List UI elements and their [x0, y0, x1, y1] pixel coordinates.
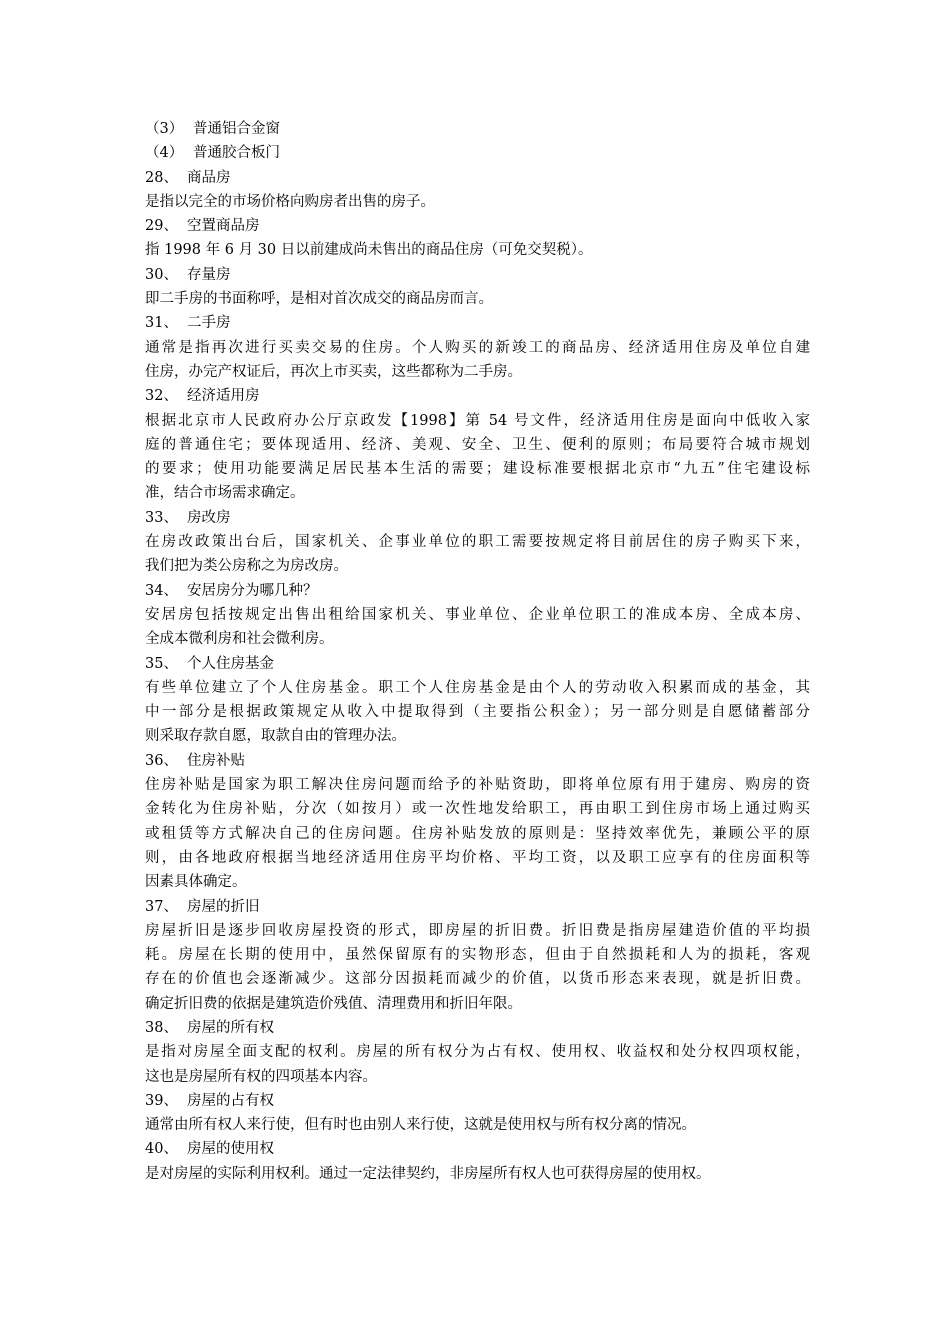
entry-definition-line: 确定折旧费的依据是建筑造价残值、清理费用和折旧年限。 [145, 995, 522, 1012]
entry-heading [145, 1016, 810, 1040]
entry-title: 空置商品房 [187, 218, 260, 235]
entry-heading [145, 1137, 810, 1161]
glossary-entry [145, 1016, 810, 1089]
entry-definition-line: 存在的价值也会逐渐减少。这部分因损耗而减少的价值，以货币形态来表现，就是折旧费。 [145, 971, 810, 988]
sub-item [145, 117, 810, 141]
entry-heading [145, 311, 810, 335]
entry-title: 个人住房基金 [187, 655, 274, 672]
entry-definition-line: 安居房包括按规定出售出租给国家机关、事业单位、企业单位职工的准成本房、全成本房、 [145, 606, 810, 623]
entry-number: 30、 [145, 266, 178, 283]
entry-title: 房屋的使用权 [187, 1141, 274, 1158]
entry-number: 40、 [145, 1141, 178, 1158]
entry-title: 存量房 [187, 266, 231, 283]
entry-heading [145, 166, 810, 190]
entry-title: 住房补贴 [187, 752, 245, 769]
glossary-entry [145, 263, 810, 312]
entry-number: 39、 [145, 1092, 178, 1109]
sub-item [145, 141, 810, 165]
glossary-entry [145, 895, 810, 1016]
glossary-entry [145, 384, 810, 505]
entry-definition-line: 通常是指再次进行买卖交易的住房。个人购买的新竣工的商品房、经济适用住房及单位自建 [145, 339, 810, 356]
entry-definition-line: 则，由各地政府根据当地经济适用住房平均价格、平均工资，以及职工应享有的住房面积等 [145, 849, 810, 866]
entry-title: 商品房 [187, 169, 231, 186]
sub-item-label: 普通铝合金窗 [193, 121, 280, 137]
entry-definition-line: 全成本微利房和社会微利房。 [145, 631, 334, 648]
entry-definition-line: 是指对房屋全面支配的权利。房屋的所有权分为占有权、使用权、收益权和处分权四项权能， [145, 1044, 810, 1061]
glossary-entry [145, 214, 810, 263]
entry-definition-line: 或租赁等方式解决自己的住房问题。住房补贴发放的原则是：坚持效率优先，兼顾公平的原 [145, 825, 810, 842]
entry-definition-line: 庭的普通住宅；要体现适用、经济、美观、安全、卫生、便利的原则；布局要符合城市规划 [145, 436, 810, 453]
entry-heading [145, 895, 810, 919]
entry-definition-line: 即二手房的书面称呼，是相对首次成交的商品房而言。 [145, 291, 493, 308]
glossary-entry [145, 749, 810, 895]
entry-number: 37、 [145, 898, 178, 915]
entry-definition-line: 有些单位建立了个人住房基金。职工个人住房基金是由个人的劳动收入积累而成的基金，其 [145, 679, 810, 696]
entry-definition-line: 则采取存款自愿，取款自由的管理办法。 [145, 728, 406, 745]
glossary-entry [145, 579, 810, 652]
entry-heading [145, 652, 810, 676]
entry-definition-line: 这也是房屋所有权的四项基本内容。 [145, 1068, 377, 1085]
sub-item-number: （4） [145, 145, 184, 162]
entry-definition-line: 房屋折旧是逐步回收房屋投资的形式，即房屋的折旧费。折旧费是指房屋建造价值的平均损 [145, 922, 810, 939]
entry-list [145, 166, 810, 1186]
entry-heading [145, 263, 810, 287]
entry-definition-line: 的要求；使用功能要满足居民基本生活的需要；建设标准要根据北京市“九五”住宅建设标 [145, 461, 810, 478]
entry-heading [145, 749, 810, 773]
entry-title: 房改房 [187, 509, 231, 526]
entry-definition-line: 在房改政策出台后，国家机关、企事业单位的职工需要按规定将目前居住的房子购买下来， [145, 534, 810, 551]
entry-definition-line: 因素具体确定。 [145, 874, 247, 891]
entry-definition-line: 金转化为住房补贴，分次（如按月）或一次性地发给职工，再由职工到住房市场上通过购买 [145, 801, 810, 818]
entry-definition-line: 我们把为类公房称之为房改房。 [145, 558, 348, 575]
entry-definition-line: 是指以完全的市场价格向购房者出售的房子。 [145, 193, 435, 210]
entry-number: 36、 [145, 752, 178, 769]
sub-item-list [145, 117, 810, 166]
entry-heading [145, 384, 810, 408]
entry-number: 35、 [145, 655, 178, 672]
entry-number: 38、 [145, 1019, 178, 1036]
glossary-entry [145, 1137, 810, 1186]
entry-definition-line: 指 1998 年 6 月 30 日以前建成尚未售出的商品住房（可免交契税）。 [145, 242, 593, 259]
glossary-entry [145, 166, 810, 215]
entry-title: 安居房分为哪几种？ [187, 582, 318, 599]
entry-definition-line: 准，结合市场需求确定。 [145, 485, 305, 502]
entry-number: 28、 [145, 169, 178, 186]
entry-definition-line: 根据北京市人民政府办公厅京政发【1998】第 54 号文件，经济适用住房是面向中低收入家 [145, 412, 810, 429]
entry-definition-line: 耗。房屋在长期的使用中，虽然保留原有的实物形态，但由于自然损耗和人为的损耗，客观 [145, 947, 810, 964]
entry-definition-line: 住房补贴是国家为职工解决住房问题而给予的补贴资助，即将单位原有用于建房、购房的资 [145, 777, 810, 794]
entry-number: 29、 [145, 218, 178, 235]
glossary-entry [145, 311, 810, 384]
entry-number: 31、 [145, 315, 178, 332]
entry-title: 房屋的所有权 [187, 1019, 274, 1036]
document-page [145, 117, 810, 1186]
entry-heading [145, 506, 810, 530]
entry-title: 房屋的折旧 [187, 898, 260, 915]
glossary-entry [145, 652, 810, 749]
entry-heading [145, 579, 810, 603]
entry-title: 经济适用房 [187, 388, 260, 405]
entry-number: 34、 [145, 582, 178, 599]
entry-heading [145, 214, 810, 238]
entry-heading [145, 1089, 810, 1113]
glossary-entry [145, 506, 810, 579]
entry-number: 32、 [145, 388, 178, 405]
entry-definition-line: 住房，办完产权证后，再次上市买卖，这些都称为二手房。 [145, 363, 522, 380]
sub-item-number: （3） [145, 121, 184, 137]
entry-title: 房屋的占有权 [187, 1092, 274, 1109]
entry-definition-line: 中一部分是根据政策规定从收入中提取得到（主要指公积金）；另一部分则是自愿储蓄部分 [145, 704, 810, 721]
entry-definition-line: 是对房屋的实际利用权利。通过一定法律契约，非房屋所有权人也可获得房屋的使用权。 [145, 1165, 711, 1182]
entry-definition-line: 通常由所有权人来行使，但有时也由别人来行使，这就是使用权与所有权分离的情况。 [145, 1117, 696, 1134]
entry-title: 二手房 [187, 315, 231, 332]
entry-number: 33、 [145, 509, 178, 526]
sub-item-label: 普通胶合板门 [193, 145, 280, 162]
glossary-entry [145, 1089, 810, 1138]
